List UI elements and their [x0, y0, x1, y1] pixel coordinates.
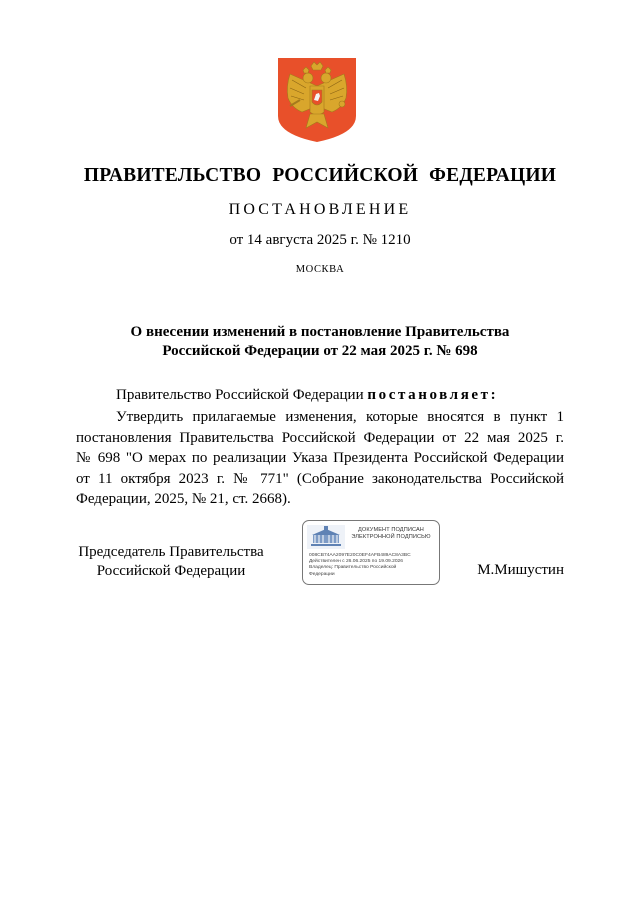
coat-of-arms-emblem — [276, 56, 358, 144]
signer-position-line: Российской Федерации — [96, 563, 246, 579]
document-place: МОСКВА — [295, 264, 345, 275]
stamp-details — [309, 553, 435, 578]
body-line: Федерации, 2025, № 21, ст. 2668). — [76, 491, 291, 507]
electronic-signature-stamp — [302, 520, 440, 585]
body-line: от 11 октября 2023 г. № 771" (Собрание законодательства Российской — [76, 470, 564, 487]
document-type: ПОСТАНОВЛЕНИЕ — [228, 201, 412, 218]
document-date-number: от 14 августа 2025 г. № 1210 — [229, 232, 411, 248]
body-line: № 698 "О мерах по реализации Указа Президента Российской Федерации — [76, 450, 564, 466]
preamble — [116, 387, 498, 404]
stamp-certificate: 008CB74AA2097E20C0EF4AFB489AC8A3BC — [309, 553, 411, 558]
decree-word: постановляет: — [367, 387, 499, 403]
stamp-title-line: ДОКУМЕНТ ПОДПИСАН — [358, 527, 424, 533]
stamp-owner: Федерации — [309, 571, 335, 577]
signer-position — [76, 543, 266, 581]
signer-position-line: Председатель Правительства — [78, 544, 264, 560]
body-line: Утвердить прилагаемые изменения, которые вносятся в пункт 1 — [116, 409, 564, 425]
government-building-icon — [307, 525, 345, 549]
body-line: постановления Правительства Российской Федерации от 22 мая 2025 г. — [76, 429, 564, 446]
stamp-owner: Владелец: Правительство Российской — [309, 565, 397, 571]
stamp-title-line: ЭЛЕКТРОННОЙ ПОДПИСЬЮ — [351, 534, 431, 540]
subject-line: О внесении изменений в постановление Правительства — [130, 324, 510, 340]
stamp-validity: Действителен с 26.06.2025 по 19.09.2026 — [309, 559, 403, 565]
stamp-title — [347, 527, 435, 541]
signer-name: М.Мишустин — [477, 562, 564, 578]
preamble-text: Правительство Российской Федерации — [116, 387, 368, 403]
document-subject — [60, 323, 580, 361]
subject-line: Российской Федерации от 22 мая 2025 г. № 698 — [162, 343, 478, 359]
government-title: ПРАВИТЕЛЬСТВО РОССИЙСКОЙ ФЕДЕРАЦИИ — [83, 165, 557, 186]
body-paragraph — [76, 407, 564, 510]
